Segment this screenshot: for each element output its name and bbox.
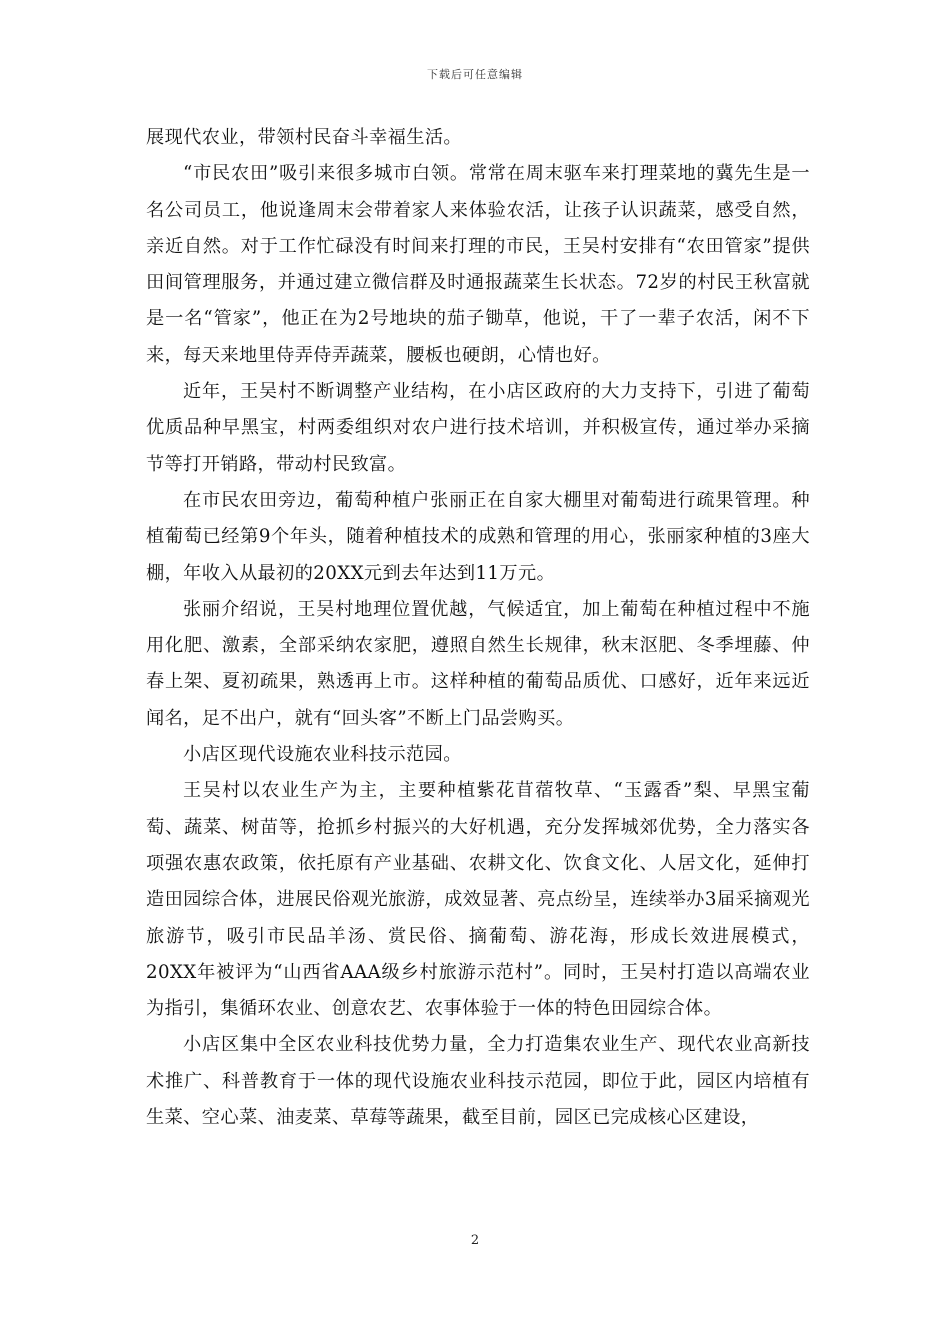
paragraph: 小店区集中全区农业科技优势力量，全力打造集农业生产、现代农业高新技术推广、科普教育于一体的现代设施农业科技示范园，即位于此，园区内培植有生菜、空心菜、油麦菜、草莓等蔬果，截至目前，园区已完成核心区建设， (146, 1034, 810, 1129)
paragraph: “市民农田”吸引来很多城市白领。常常在周末驱车来打理菜地的冀先生是一名公司员工，他说逢周末会带着家人来体验农活，让孩子认识蔬菜，感受自然，亲近自然。对于工作忙碌没有时间来打理的市民，王吴村安排有“农田管家”提供田间管理服务，并通过建立微信群及时通报蔬菜生长状态。72岁的村民王秋富就是一名“管家”，他正在为2号地块的茄子锄草，他说，干了一辈子农活，闲不下来，每天来地里侍弄侍弄蔬菜，腰板也硬朗，心情也好。 (146, 163, 810, 366)
paragraph: 在市民农田旁边，葡萄种植户张丽正在自家大棚里对葡萄进行疏果管理。种植葡萄已经第9个年头，随着种植技术的成熟和管理的用心，张丽家种植的3座大棚，年收入从最初的20XX元到去年达到11万元。 (146, 489, 810, 584)
document-body (146, 120, 810, 1136)
page-number: 2 (470, 1233, 480, 1248)
paragraph: 展现代农业，带领村民奋斗幸福生活。 (146, 127, 462, 148)
paragraph: 小店区现代设施农业科技示范园。 (183, 744, 462, 766)
paragraph: 王吴村以农业生产为主，主要种植紫花苜蓿牧草、“玉露香”梨、早黑宝葡萄、蔬菜、树苗等，抢抓乡村振兴的大好机遇，充分发挥城郊优势，全力落实各项强农惠农政策，依托原有产业基础、农耕文化、饮食文化、人居文化，延伸打造田园综合体，进展民俗观光旅游，成效显著、亮点纷呈，连续举办3届采摘观光旅游节，吸引市民品羊汤、赏民俗、摘葡萄、游花海，形成长效进展模式，20XX年被评为“山西省AAA级乡村旅游示范村”。同时，王吴村打造以高端农业为指引，集循环农业、创意农艺、农事体验于一体的特色田园综合体。 (146, 780, 810, 1020)
page-header: 下载后可任意编辑 (427, 68, 523, 81)
paragraph: 张丽介绍说，王吴村地理位置优越，气候适宜，加上葡萄在种植过程中不施用化肥、激素，全部采纳农家肥，遵照自然生长规律，秋末沤肥、冬季埋藤、仲春上架、夏初疏果，熟透再上市。这样种植的葡萄品质优、口感好，近年来远近闻名，足不出户，就有“回头客”不断上门品尝购买。 (146, 598, 810, 729)
paragraph: 近年，王吴村不断调整产业结构，在小店区政府的大力支持下，引进了葡萄优质品种早黑宝，村两委组织对农户进行技术培训，并积极宣传，通过举办采摘节等打开销路，带动村民致富。 (146, 381, 810, 475)
